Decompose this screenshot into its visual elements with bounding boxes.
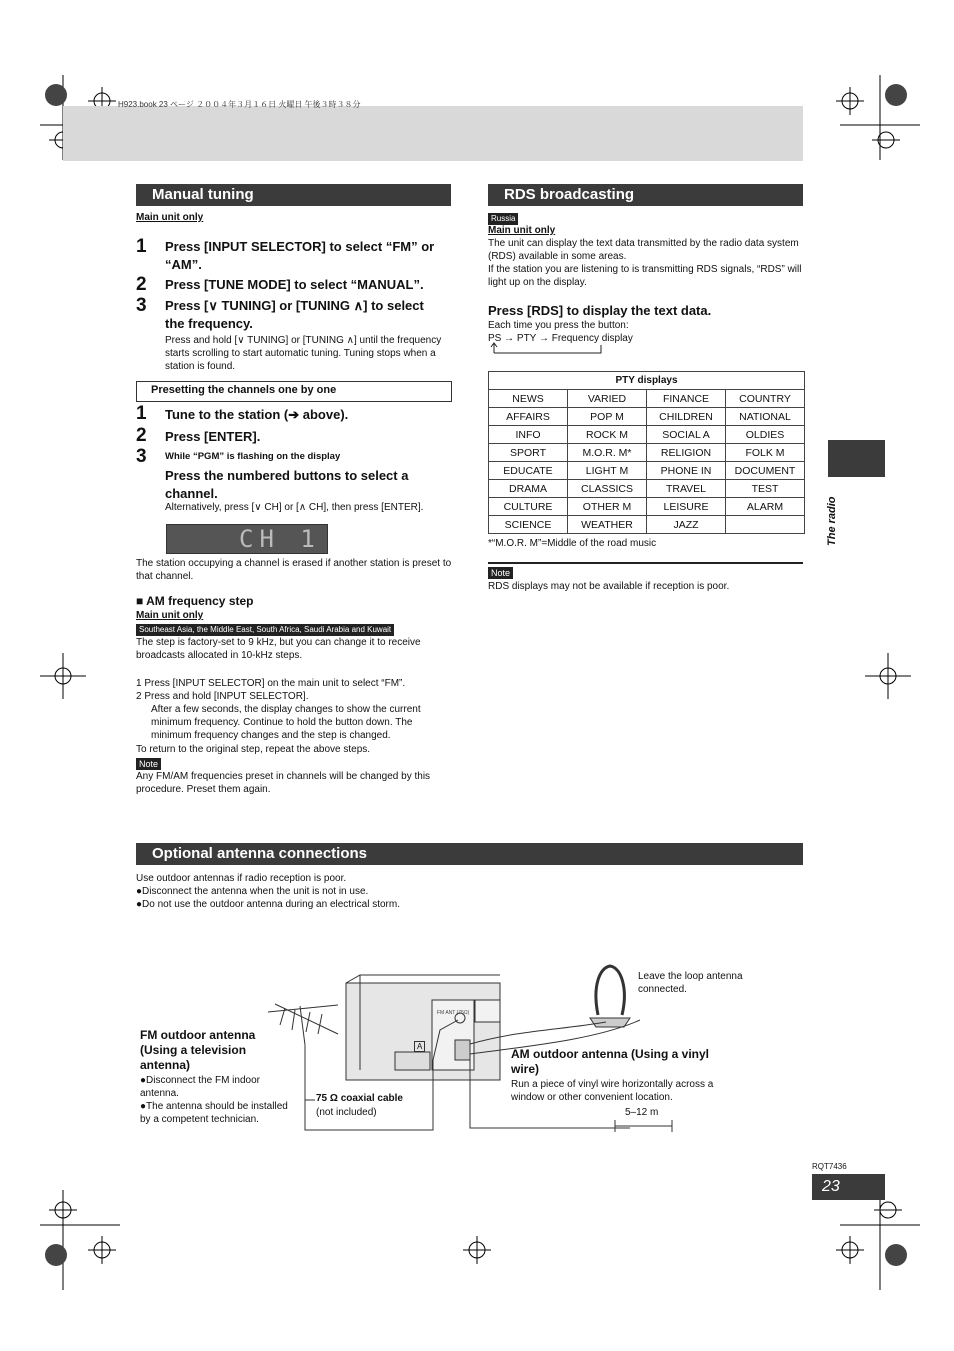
step-sub: While “PGM” is flashing on the display xyxy=(165,451,341,462)
pty-cell: FOLK M xyxy=(726,444,805,462)
am-antenna-text: Run a piece of vinyl wire horizontally across a window or other convenient location. xyxy=(511,1079,714,1103)
step-num: 2 xyxy=(136,274,147,295)
model-code: RQT7436 xyxy=(812,1162,847,1171)
am-step-2-detail: After a few seconds, the display changes to show the current minimum frequency. Continue to hold the button down. The minimum frequency changes and the step is changed. xyxy=(151,704,421,741)
side-label: The radio xyxy=(826,496,838,546)
step-note: Press and hold [∨ TUNING] or [TUNING ∧] until the frequency starts scrolling to start automatic tuning. Tuning stops when a station is found. xyxy=(165,335,442,372)
step-text: Press [ENTER]. xyxy=(165,429,261,444)
step-text: Press [TUNE MODE] to select “MANUAL”. xyxy=(165,277,424,292)
pty-cell: INFO xyxy=(489,426,568,444)
rds-intro-2: If the station you are listening to is transmitting RDS signals, “RDS” will light up on the display. xyxy=(488,264,802,288)
antenna-line-2: ●Disconnect the antenna when the unit is not in use. xyxy=(136,886,369,897)
loop-antenna-note: Leave the loop antenna connected. xyxy=(638,971,743,995)
pty-cell: OTHER M xyxy=(568,498,647,516)
pty-cell: ALARM xyxy=(726,498,805,516)
pty-cell: LEISURE xyxy=(647,498,726,516)
page-number: 23 xyxy=(812,1174,885,1200)
pty-cell: AFFAIRS xyxy=(489,408,568,426)
coax-cable-sub: (not included) xyxy=(316,1107,377,1118)
rds-title: RDS broadcasting xyxy=(488,184,803,206)
pty-cell: JAZZ xyxy=(647,516,726,534)
pty-cell: CULTURE xyxy=(489,498,568,516)
pty-cell: SOCIAL A xyxy=(647,426,726,444)
pty-cell: CHILDREN xyxy=(647,408,726,426)
main-unit-only-label: Main unit only xyxy=(136,610,204,621)
note-tag: Note xyxy=(136,758,161,770)
step-text: Press [∨ TUNING] or [TUNING ∧] to select the frequency. xyxy=(165,298,424,331)
am-step-text: The step is factory-set to 9 kHz, but you can change it to receive broadcasts allocated in 10-kHz steps. xyxy=(136,637,421,661)
main-unit-only-label: Main unit only xyxy=(488,225,556,236)
step-num: 1 xyxy=(136,236,147,257)
am-step-1: 1 Press [INPUT SELECTOR] on the main unit to select “FM”. xyxy=(136,678,406,689)
pty-cell: CLASSICS xyxy=(568,480,647,498)
pty-cell: TEST xyxy=(726,480,805,498)
pty-footnote: *“M.O.R. M”=Middle of the road music xyxy=(488,538,657,549)
rds-press-heading: Press [RDS] to display the text data. xyxy=(488,303,712,318)
note-text: Any FM/AM frequencies preset in channels will be changed by this procedure. Preset them again. xyxy=(136,771,431,795)
am-step-2: 2 Press and hold [INPUT SELECTOR]. xyxy=(136,691,309,702)
pty-cell: NEWS xyxy=(489,390,568,408)
lcd-text: CH 1 xyxy=(239,525,321,553)
main-unit-only-label: Main unit only xyxy=(136,212,204,223)
step-text: Tune to the station (➔ above). xyxy=(165,407,349,422)
step-num: 1 xyxy=(136,403,147,424)
pty-cell: COUNTRY xyxy=(726,390,805,408)
pty-cell: SCIENCE xyxy=(489,516,568,534)
unit-label-a: A xyxy=(414,1041,425,1052)
pty-cell: DRAMA xyxy=(489,480,568,498)
pty-cell: TRAVEL xyxy=(647,480,726,498)
fm-bullet-2: ●The antenna should be installed by a competent technician. xyxy=(140,1101,288,1125)
pty-cell: PHONE IN xyxy=(647,462,726,480)
note-text: RDS displays may not be available if reception is poor. xyxy=(488,581,730,592)
step-num: 3 xyxy=(136,295,147,316)
region-tag: Russia xyxy=(488,213,518,225)
step-text: Press the numbered buttons to select a channel. xyxy=(165,468,409,501)
pty-cell: ROCK M xyxy=(568,426,647,444)
step-num: 3 xyxy=(136,446,147,467)
region-tag: Southeast Asia, the Middle East, South Africa, Saudi Arabia and Kuwait xyxy=(136,624,394,636)
am-antenna-heading: AM outdoor antenna (Using a vinyl wire) xyxy=(511,1047,710,1076)
pty-cell: NATIONAL xyxy=(726,408,805,426)
step-text: Press [INPUT SELECTOR] to select “FM” or “AM”. xyxy=(165,239,435,272)
pty-cell: WEATHER xyxy=(568,516,647,534)
pty-cell: OLDIES xyxy=(726,426,805,444)
antenna-line-1: Use outdoor antennas if radio reception is poor. xyxy=(136,873,347,884)
fm-jack-label: FM ANT (75Ω) xyxy=(437,1010,470,1016)
preset-alt: Alternatively, press [∨ CH] or [∧ CH], then press [ENTER]. xyxy=(165,502,424,513)
pty-cell: FINANCE xyxy=(647,390,726,408)
am-return: To return to the original step, repeat the above steps. xyxy=(136,744,371,755)
coax-cable-label: 75 Ω coaxial cable xyxy=(316,1093,403,1104)
preset-box: Presetting the channels one by one xyxy=(136,381,452,402)
pty-cell: LIGHT M xyxy=(568,462,647,480)
manual-tuning-title: Manual tuning xyxy=(136,184,451,206)
antenna-title: Optional antenna connections xyxy=(136,843,803,865)
step-num: 2 xyxy=(136,425,147,446)
note-tag: Note xyxy=(488,567,513,579)
pty-cell: EDUCATE xyxy=(489,462,568,480)
pty-cell: POP M xyxy=(568,408,647,426)
pty-table-title: PTY displays xyxy=(489,372,805,390)
pty-cell: DOCUMENT xyxy=(726,462,805,480)
fm-antenna-heading: FM outdoor antenna (Using a television antenna) xyxy=(140,1028,256,1072)
file-info: H923.book 23 ページ ２００４年３月１６日 火曜日 午後３時３８分 xyxy=(118,100,361,109)
erase-note: The station occupying a channel is erased if another station is preset to that channel. xyxy=(136,558,452,582)
pty-cell: M.O.R. M* xyxy=(568,444,647,462)
rds-cycle: PS → PTY → Frequency display xyxy=(488,333,633,344)
pty-cell: RELIGION xyxy=(647,444,726,462)
wire-length: 5–12 m xyxy=(625,1107,659,1118)
am-step-heading: ■ AM frequency step xyxy=(136,594,254,608)
pty-cell: VARIED xyxy=(568,390,647,408)
rds-each-time: Each time you press the button: xyxy=(488,320,629,331)
antenna-line-3: ●Do not use the outdoor antenna during an electrical storm. xyxy=(136,899,400,910)
fm-bullet-1: ●Disconnect the FM indoor antenna. xyxy=(140,1075,260,1099)
rds-intro-1: The unit can display the text data transmitted by the radio data system (RDS) available in some areas. xyxy=(488,238,799,262)
pty-cell: SPORT xyxy=(489,444,568,462)
